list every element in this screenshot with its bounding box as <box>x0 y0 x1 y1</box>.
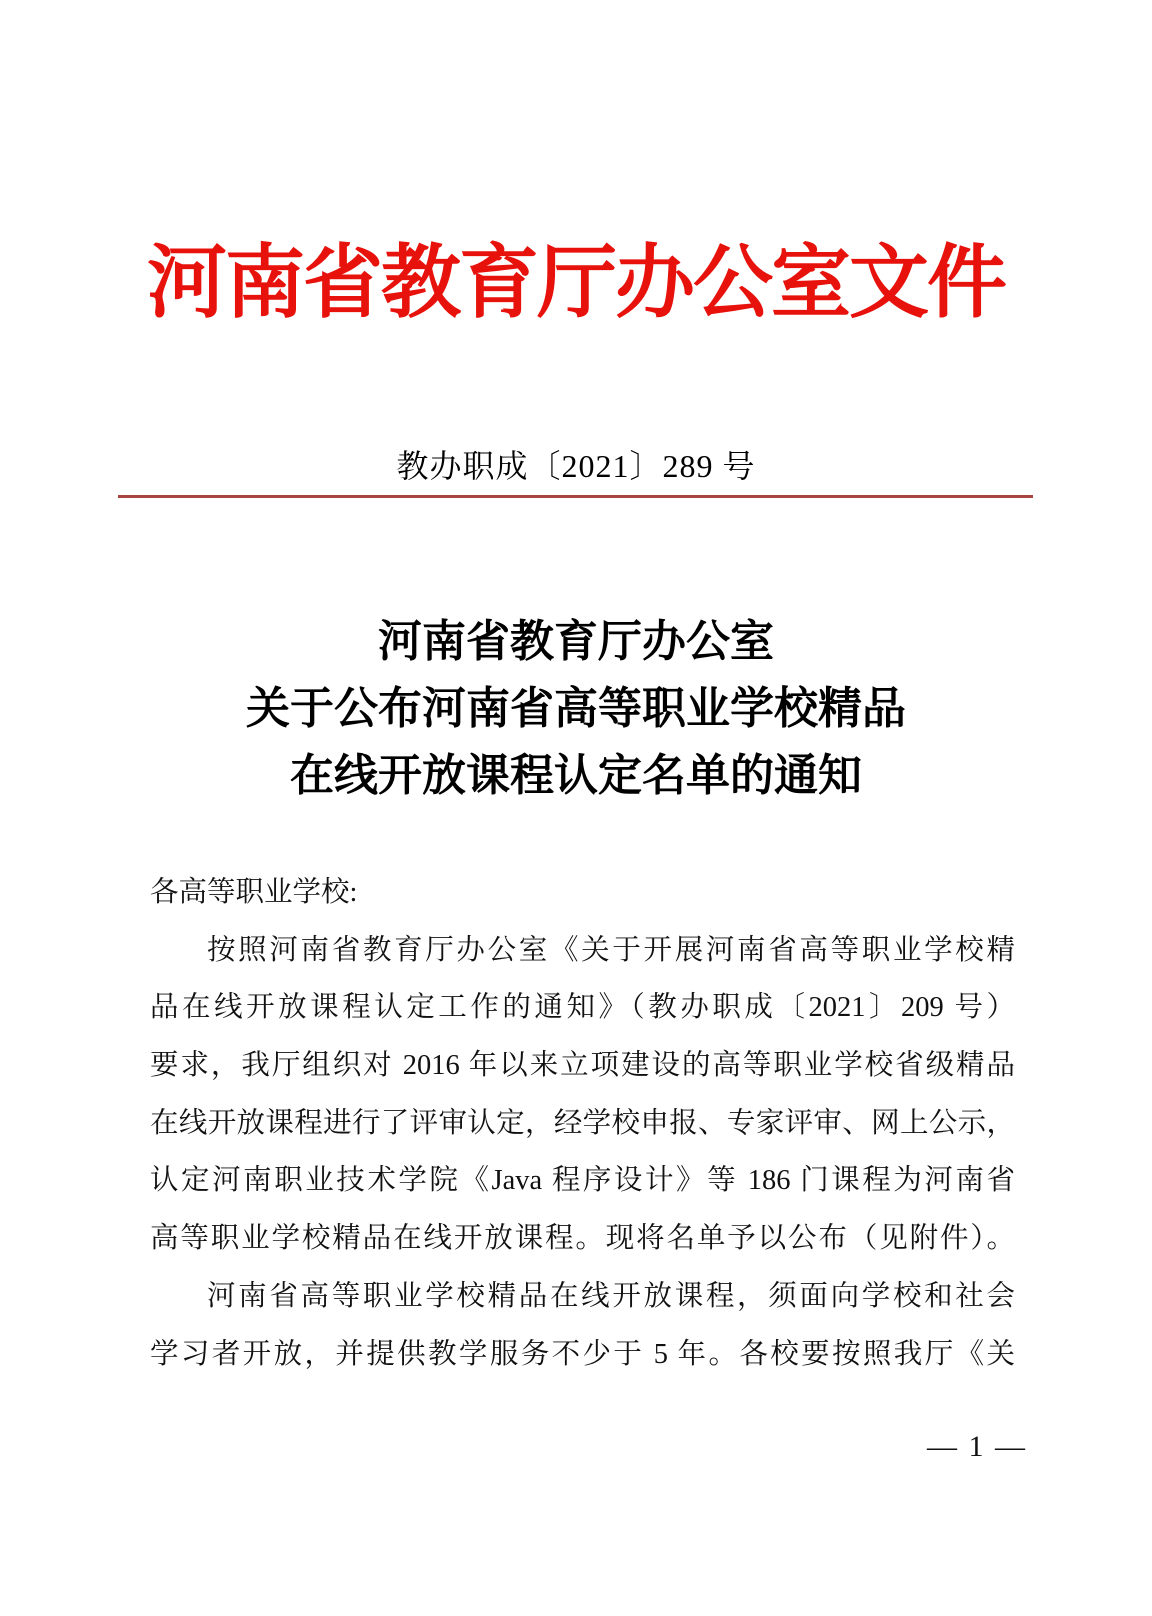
title-line-3: 在线开放课程认定名单的通知 <box>290 751 862 800</box>
body-text <box>150 864 1015 1383</box>
body-line: 要求，我厅组织对 2016 年以来立项建设的高等职业学校省级精品 <box>150 1050 1015 1082</box>
document-title <box>0 608 1152 809</box>
red-divider-line <box>118 495 1033 498</box>
title-line-1: 河南省教育厅办公室 <box>378 617 774 666</box>
body-line: 高等职业学校精品在线开放课程。现将名单予以公布（见附件）。 <box>150 1223 1015 1255</box>
page-number: — 1 — <box>927 1430 1027 1463</box>
body-line: 河南省高等职业学校精品在线开放课程，须面向学校和社会 <box>207 1280 1015 1312</box>
body-line: 学习者开放，并提供教学服务不少于 5 年。各校要按照我厅《关 <box>150 1338 1015 1370</box>
body-line: 各高等职业学校: <box>150 877 358 908</box>
document-number: 教办职成〔2021〕289 号 <box>396 448 756 484</box>
body-line: 品在线开放课程认定工作的通知》（教办职成〔2021〕209 号） <box>150 992 1015 1024</box>
body-line: 在线开放课程进行了评审认定，经学校申报、专家评审、网上公示， <box>150 1107 1015 1139</box>
title-line-2: 关于公布河南省高等职业学校精品 <box>246 684 906 733</box>
body-line: 按照河南省教育厅办公室《关于开展河南省高等职业学校精 <box>207 934 1015 966</box>
document-header-banner: 河南省教育厅办公室文件 <box>147 240 1005 328</box>
body-line: 认定河南职业技术学院《Java 程序设计》等 186 门课程为河南省 <box>150 1165 1015 1197</box>
